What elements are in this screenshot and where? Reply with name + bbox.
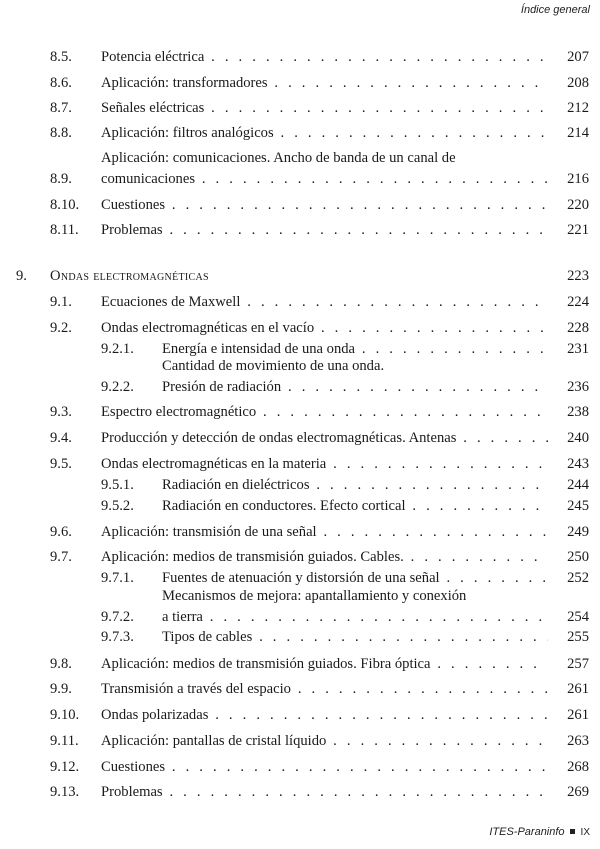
- entry-page-number: 254: [567, 609, 589, 625]
- entry-title-leader: [101, 170, 548, 188]
- entry-title-leader: [101, 221, 548, 239]
- dot-leader: [404, 549, 548, 565]
- entry-page-number: 224: [567, 294, 589, 310]
- toc-entry[interactable]: [0, 340, 600, 358]
- toc-entry[interactable]: [0, 319, 600, 337]
- toc-entry[interactable]: [0, 523, 600, 541]
- entry-title-leader: [101, 758, 548, 776]
- entry-number: 9.5.2.: [101, 498, 134, 514]
- dot-leader: [195, 171, 548, 187]
- entry-title: Presión de radiación: [162, 379, 282, 395]
- entry-number: 9.: [16, 268, 27, 284]
- entry-number: 9.10.: [50, 707, 80, 723]
- entry-title-leader: [162, 497, 548, 515]
- entry-number: 9.7.2.: [101, 609, 134, 625]
- toc-entry[interactable]: [0, 680, 600, 698]
- entry-number: 9.9.: [50, 681, 72, 697]
- entry-title: Aplicación: pantallas de cristal líquido: [101, 733, 327, 749]
- entry-page-number: 216: [567, 171, 589, 187]
- entry-title-leader: [101, 429, 548, 447]
- entry-page-number: 252: [567, 570, 589, 586]
- toc-entry[interactable]: [0, 588, 600, 626]
- entry-title-leader: [101, 783, 548, 801]
- entry-number: 8.7.: [50, 100, 72, 116]
- entry-page-number: 261: [567, 707, 589, 723]
- page-footer: [489, 826, 590, 838]
- entry-title-leader: [162, 608, 548, 626]
- entry-page-number: 244: [567, 477, 589, 493]
- entry-title-leader: [162, 378, 548, 396]
- entry-page-number: 223: [567, 268, 589, 284]
- entry-number: 9.12.: [50, 759, 80, 775]
- entry-title-leader: [101, 455, 548, 473]
- dot-leader: [440, 570, 548, 586]
- entry-title-leader: [101, 74, 548, 92]
- entry-title-line1: Mecanismos de mejora: apantallamiento y conexión: [162, 588, 467, 604]
- entry-title-leader: [101, 548, 548, 566]
- entry-number: 9.7.3.: [101, 629, 134, 645]
- entry-title-leader: [101, 655, 548, 673]
- entry-page-number: 207: [567, 49, 589, 65]
- entry-title: Aplicación: transmisión de una señal: [101, 524, 317, 540]
- toc-entry[interactable]: [0, 293, 600, 311]
- toc-entry[interactable]: [0, 476, 600, 494]
- entry-title: Ondas electromagnéticas en el vacío: [101, 320, 315, 336]
- entry-title-leader: [101, 680, 548, 698]
- entry-title: Problemas: [101, 784, 163, 800]
- dot-leader: [163, 784, 548, 800]
- entry-title: Señales eléctricas: [101, 100, 205, 116]
- dot-leader: [165, 759, 548, 775]
- entry-page-number: 236: [567, 379, 589, 395]
- entry-page-number: 240: [567, 430, 589, 446]
- toc-entry[interactable]: [0, 221, 600, 239]
- toc-entry[interactable]: [0, 706, 600, 724]
- entry-title: Energía e intensidad de una onda: [162, 341, 356, 357]
- toc-entry[interactable]: [0, 569, 600, 587]
- entry-title-leader: [162, 476, 548, 494]
- entry-number: 9.7.1.: [101, 570, 134, 586]
- entry-page-number: 214: [567, 125, 589, 141]
- entry-page-number: 268: [567, 759, 589, 775]
- entry-title: Ondas electromagnéticas en la materia: [101, 456, 327, 472]
- entry-title-leader: [101, 99, 548, 117]
- entry-page-number: 269: [567, 784, 589, 800]
- dot-leader: [317, 524, 548, 540]
- dot-leader: [208, 707, 548, 723]
- entry-title: comunicaciones: [101, 171, 196, 187]
- entry-title: Problemas: [101, 222, 163, 238]
- entry-number: 8.11.: [50, 222, 79, 238]
- toc-entry[interactable]: [0, 150, 600, 188]
- entry-title: Fuentes de atenuación y distorsión de una señal: [162, 570, 440, 586]
- dot-leader: [252, 629, 548, 645]
- entry-page-number: 255: [567, 629, 589, 645]
- entry-title: Producción y detección de ondas electromagnéticas. Antenas: [101, 430, 457, 446]
- entry-number: 9.7.: [50, 549, 72, 565]
- dot-leader: [406, 498, 548, 514]
- entry-title: Aplicación: transformadores: [101, 75, 268, 91]
- entry-title-leader: [101, 403, 548, 421]
- entry-number: 9.13.: [50, 784, 80, 800]
- entry-title-leader: [101, 706, 548, 724]
- entry-title: Potencia eléctrica: [101, 49, 205, 65]
- toc-entry[interactable]: [0, 99, 600, 117]
- dot-leader: [326, 456, 548, 472]
- entry-page-number: 208: [567, 75, 589, 91]
- toc-entry[interactable]: [0, 628, 600, 646]
- dot-leader: [203, 609, 548, 625]
- entry-title-leader: [101, 523, 548, 541]
- entry-title: Radiación en dieléctricos: [162, 477, 310, 493]
- entry-title: Aplicación: medios de transmisión guiados. Cables.: [101, 549, 404, 565]
- toc-entry[interactable]: [0, 124, 600, 142]
- dot-leader: [281, 379, 548, 395]
- dot-leader: [204, 100, 548, 116]
- entry-page-number: 245: [567, 498, 589, 514]
- dot-leader: [256, 404, 548, 420]
- publisher-name: ITES-Paraninfo: [489, 826, 565, 838]
- entry-title: Transmisión a través del espacio: [101, 681, 291, 697]
- toc-entry[interactable]: [0, 732, 600, 750]
- dot-leader: [204, 49, 548, 65]
- entry-title: Ondas electromagnéticas: [50, 268, 209, 284]
- dot-leader: [240, 294, 548, 310]
- dot-leader: [163, 222, 548, 238]
- entry-number: 9.3.: [50, 404, 72, 420]
- entry-title: Aplicación: medios de transmisión guiados. Fibra óptica: [101, 656, 431, 672]
- entry-number: 9.4.: [50, 430, 72, 446]
- entry-page-number: 220: [567, 197, 589, 213]
- entry-page-number: 263: [567, 733, 589, 749]
- entry-number: 8.9.: [50, 171, 72, 187]
- entry-number: 9.6.: [50, 524, 72, 540]
- entry-page-number: 212: [567, 100, 589, 116]
- entry-title: a tierra: [162, 609, 203, 625]
- dot-leader: [456, 430, 548, 446]
- entry-page-number: 243: [567, 456, 589, 472]
- page-number: IX: [580, 827, 590, 838]
- entry-number: 9.8.: [50, 656, 72, 672]
- dot-leader: [326, 733, 548, 749]
- toc-entry[interactable]: [0, 455, 600, 473]
- toc-entry[interactable]: [0, 548, 600, 566]
- entry-title-leader: [101, 293, 548, 311]
- entry-page-number: 261: [567, 681, 589, 697]
- entry-number: 8.5.: [50, 49, 72, 65]
- entry-page-number: 231: [567, 341, 589, 357]
- entry-title-leader: [101, 196, 548, 214]
- entry-title: Espectro electromagnético: [101, 404, 257, 420]
- entry-title: Ondas polarizadas: [101, 707, 209, 723]
- entry-title: Aplicación: filtros analógicos: [101, 125, 274, 141]
- dot-leader: [431, 656, 548, 672]
- dot-leader: [274, 125, 548, 141]
- toc-entry[interactable]: [0, 358, 600, 396]
- entry-page-number: 257: [567, 656, 589, 672]
- entry-title: Tipos de cables: [162, 629, 253, 645]
- entry-number: 9.11.: [50, 733, 79, 749]
- dot-leader: [355, 341, 548, 357]
- entry-title: Ecuaciones de Maxwell: [101, 294, 241, 310]
- dot-leader: [268, 75, 548, 91]
- entry-number: 9.2.1.: [101, 341, 134, 357]
- square-bullet-icon: [570, 829, 575, 834]
- entry-number: 8.6.: [50, 75, 72, 91]
- entry-title-leader: [101, 732, 548, 750]
- entry-title-line1: Cantidad de movimiento de una onda.: [162, 358, 385, 374]
- toc-entry[interactable]: [0, 655, 600, 673]
- entry-page-number: 250: [567, 549, 589, 565]
- entry-title: Cuestiones: [101, 197, 166, 213]
- toc-entry[interactable]: [0, 429, 600, 447]
- dot-leader: [291, 681, 548, 697]
- toc-entry[interactable]: [0, 48, 600, 66]
- entry-number: 9.5.1.: [101, 477, 134, 493]
- toc-entry[interactable]: [0, 497, 600, 515]
- toc-entry[interactable]: [0, 196, 600, 214]
- entry-number: 9.2.2.: [101, 379, 134, 395]
- entry-number: 8.10.: [50, 197, 80, 213]
- entry-page-number: 238: [567, 404, 589, 420]
- toc-entry[interactable]: [0, 758, 600, 776]
- toc-entry[interactable]: [0, 74, 600, 92]
- entry-title-leader: [162, 628, 548, 646]
- toc-chapter-entry[interactable]: [0, 267, 600, 285]
- entry-number: 9.2.: [50, 320, 72, 336]
- entry-page-number: 221: [567, 222, 589, 238]
- running-header: Índice general: [520, 4, 590, 16]
- entry-page-number: 228: [567, 320, 589, 336]
- entry-number: 8.8.: [50, 125, 72, 141]
- dot-leader: [310, 477, 549, 493]
- entry-title-leader: [101, 124, 548, 142]
- toc-entry[interactable]: [0, 403, 600, 421]
- entry-title-leader: [50, 267, 548, 285]
- dot-leader: [314, 320, 548, 336]
- entry-number: 9.1.: [50, 294, 72, 310]
- entry-title-line1: Aplicación: comunicaciones. Ancho de banda de un canal de: [101, 150, 456, 166]
- toc-entry[interactable]: [0, 783, 600, 801]
- entry-title: Radiación en conductores. Efecto cortical: [162, 498, 406, 514]
- dot-leader: [165, 197, 548, 213]
- entry-page-number: 249: [567, 524, 589, 540]
- entry-title-leader: [101, 319, 548, 337]
- entry-title-leader: [162, 569, 548, 587]
- entry-title-leader: [101, 48, 548, 66]
- entry-title-leader: [162, 340, 548, 358]
- entry-number: 9.5.: [50, 456, 72, 472]
- entry-title: Cuestiones: [101, 759, 166, 775]
